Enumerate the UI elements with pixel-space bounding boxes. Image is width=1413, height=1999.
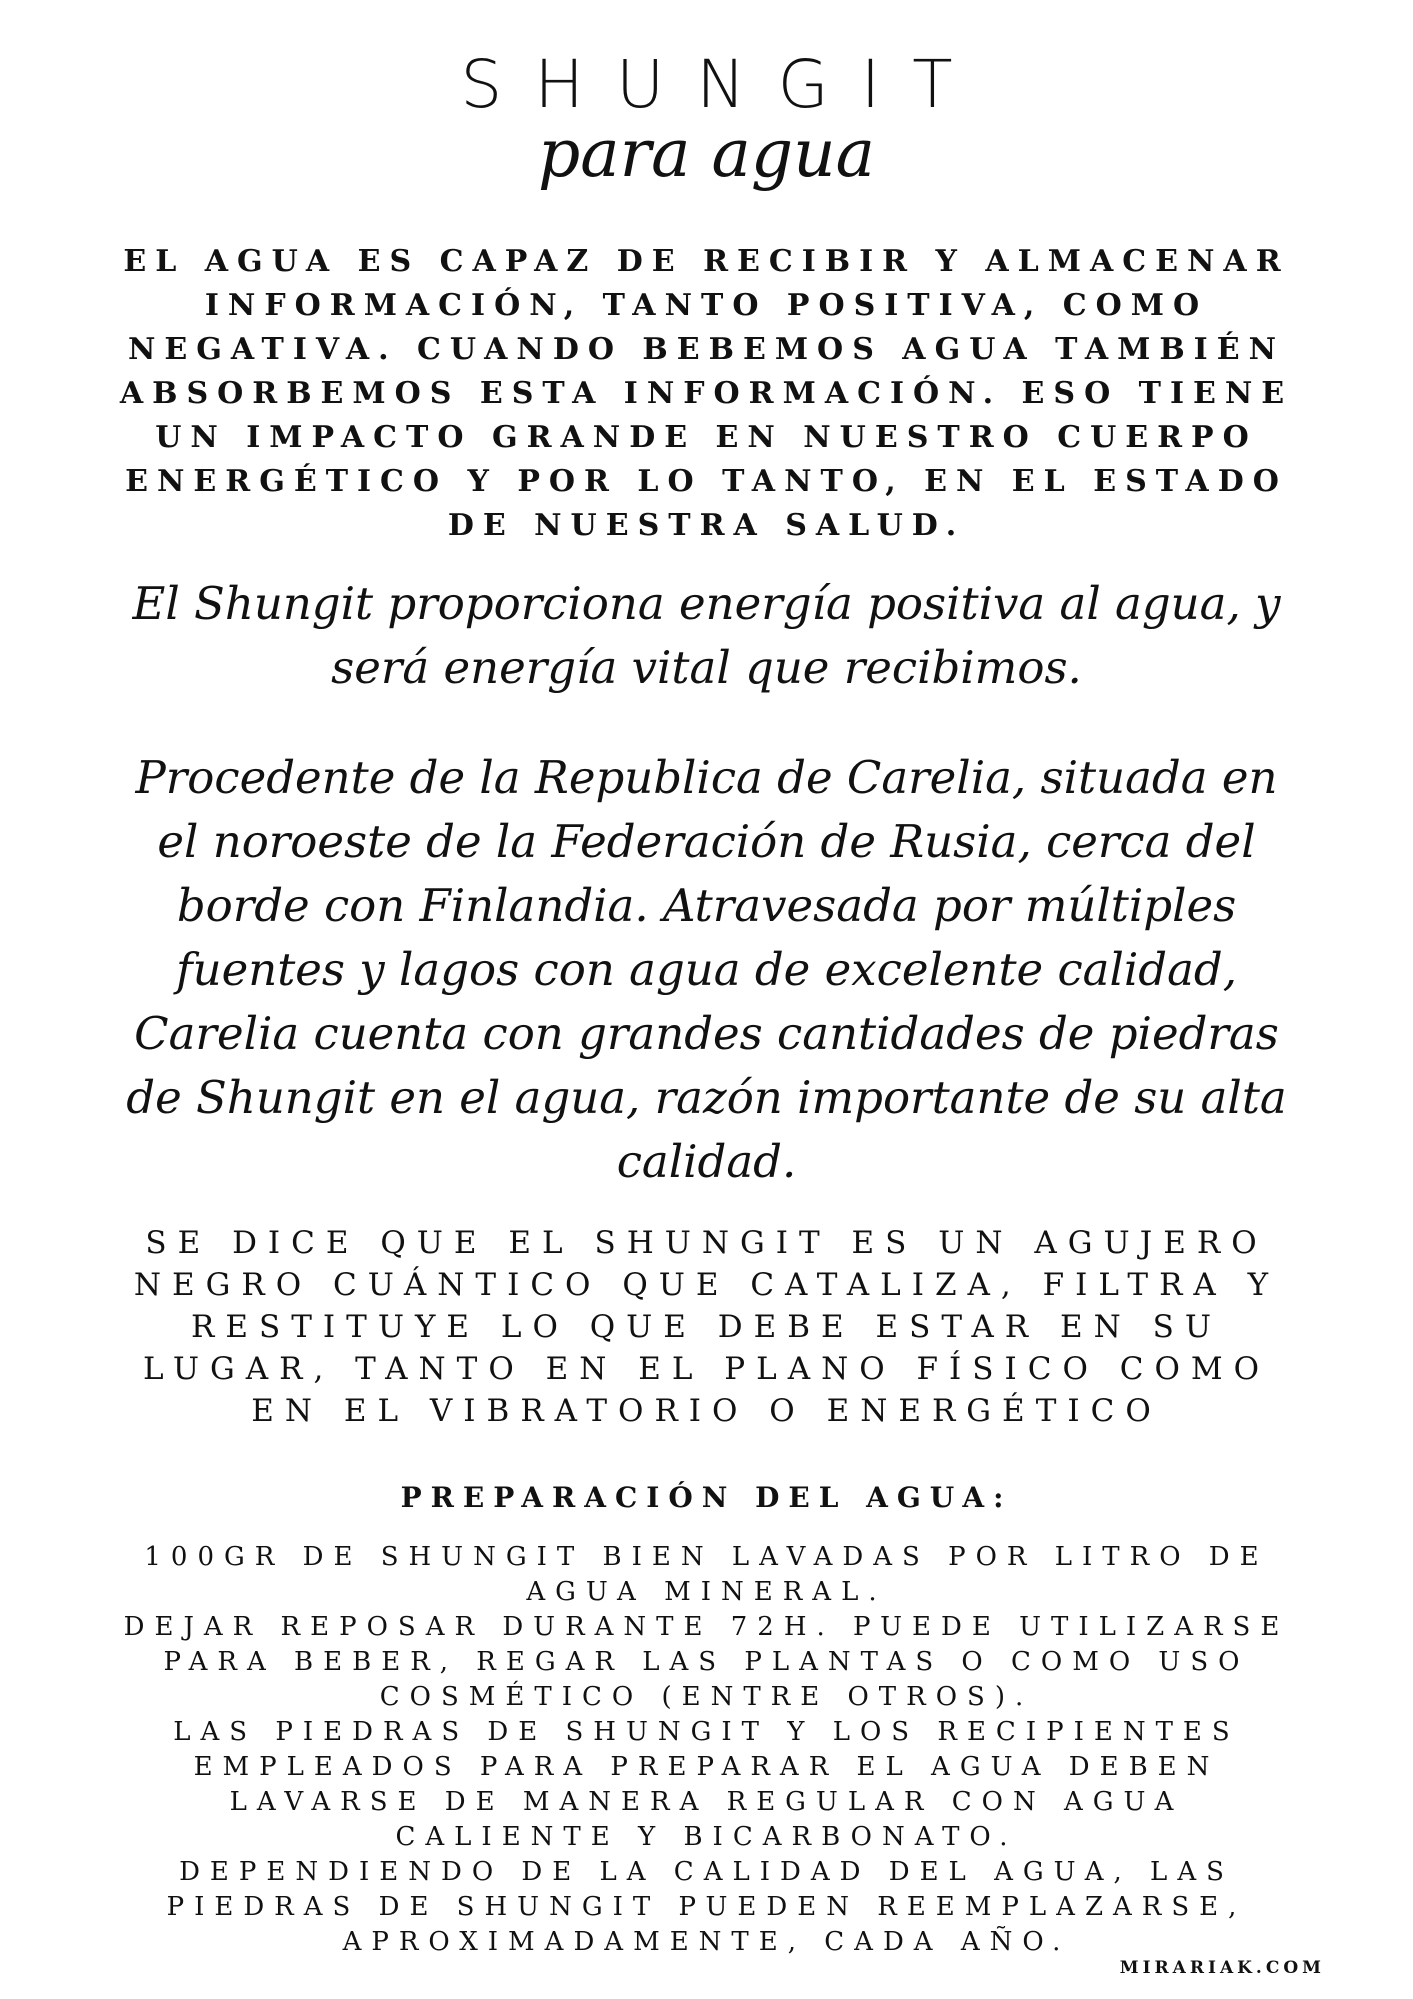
preparation-step: DEPENDIENDO DE LA CALIDAD DEL AGUA, LAS PIEDRAS DE SHUNGIT PUEDEN REEMPLAZARSE, APROXIMADAMENTE, CADA AÑO. [166,1857,1247,1957]
preparation-step: 100GR DE SHUNGIT BIEN LAVADAS POR LITRO DE AGUA MINERAL. [144,1542,1269,1607]
intro-paragraph: EL AGUA ES CAPAZ DE RECIBIR Y ALMACENAR INFORMACIÓN, TANTO POSITIVA, COMO NEGATIVA. CUANDO BEBEMOS AGUA TAMBIÉN ABSORBEMOS ESTA INFORMACIÓN. ESO TIENE UN IMPACTO GRANDE EN NUESTRO CUERPO ENERGÉTICO Y POR LO TANTO, EN EL ESTADO DE NUESTRA SALUD. [119,244,1294,543]
page-subtitle: para agua [538,115,875,192]
website-footer: MIRARIAK.COM [1119,1958,1325,1978]
preparation-steps [110,1540,1303,1960]
energy-statement: El Shungit proporciona energía positiva al agua, y será energía vital que recibimos. [132,577,1281,694]
origin-paragraph: Procedente de la Republica de Carelia, situada en el noroeste de la Federación de Rusia, cerca del borde con Finlandia. Atravesada por múltiples fuentes y lagos con agua de excelente calidad, Carelia cuenta con grandes cantidades de piedras de Shungit en el agua, razón importante de su alta calidad. [126,751,1287,1188]
preparation-heading: PREPARACIÓN DEL AGUA: [400,1481,1013,1514]
preparation-step: DEJAR REPOSAR DURANTE 72H. PUEDE UTILIZARSE PARA BEBER, REGAR LAS PLANTAS O COMO USO COSMÉTICO (ENTRE OTROS). [123,1612,1290,1712]
quantum-paragraph: SE DICE QUE EL SHUNGIT ES UN AGUJERO NEGRO CUÁNTICO QUE CATALIZA, FILTRA Y RESTITUYE LO QUE DEBE ESTAR EN SU LUGAR, TANTO EN EL PLANO FÍSICO COMO EN EL VIBRATORIO O ENERGÉTICO [133,1225,1280,1429]
page-title: SHUNGIT [460,46,985,123]
preparation-step: LAS PIEDRAS DE SHUNGIT Y LOS RECIPIENTES EMPLEADOS PARA PREPARAR EL AGUA DEBEN LAVARSE DE MANERA REGULAR CON AGUA CALIENTE Y BICARBONATO. [173,1717,1240,1852]
